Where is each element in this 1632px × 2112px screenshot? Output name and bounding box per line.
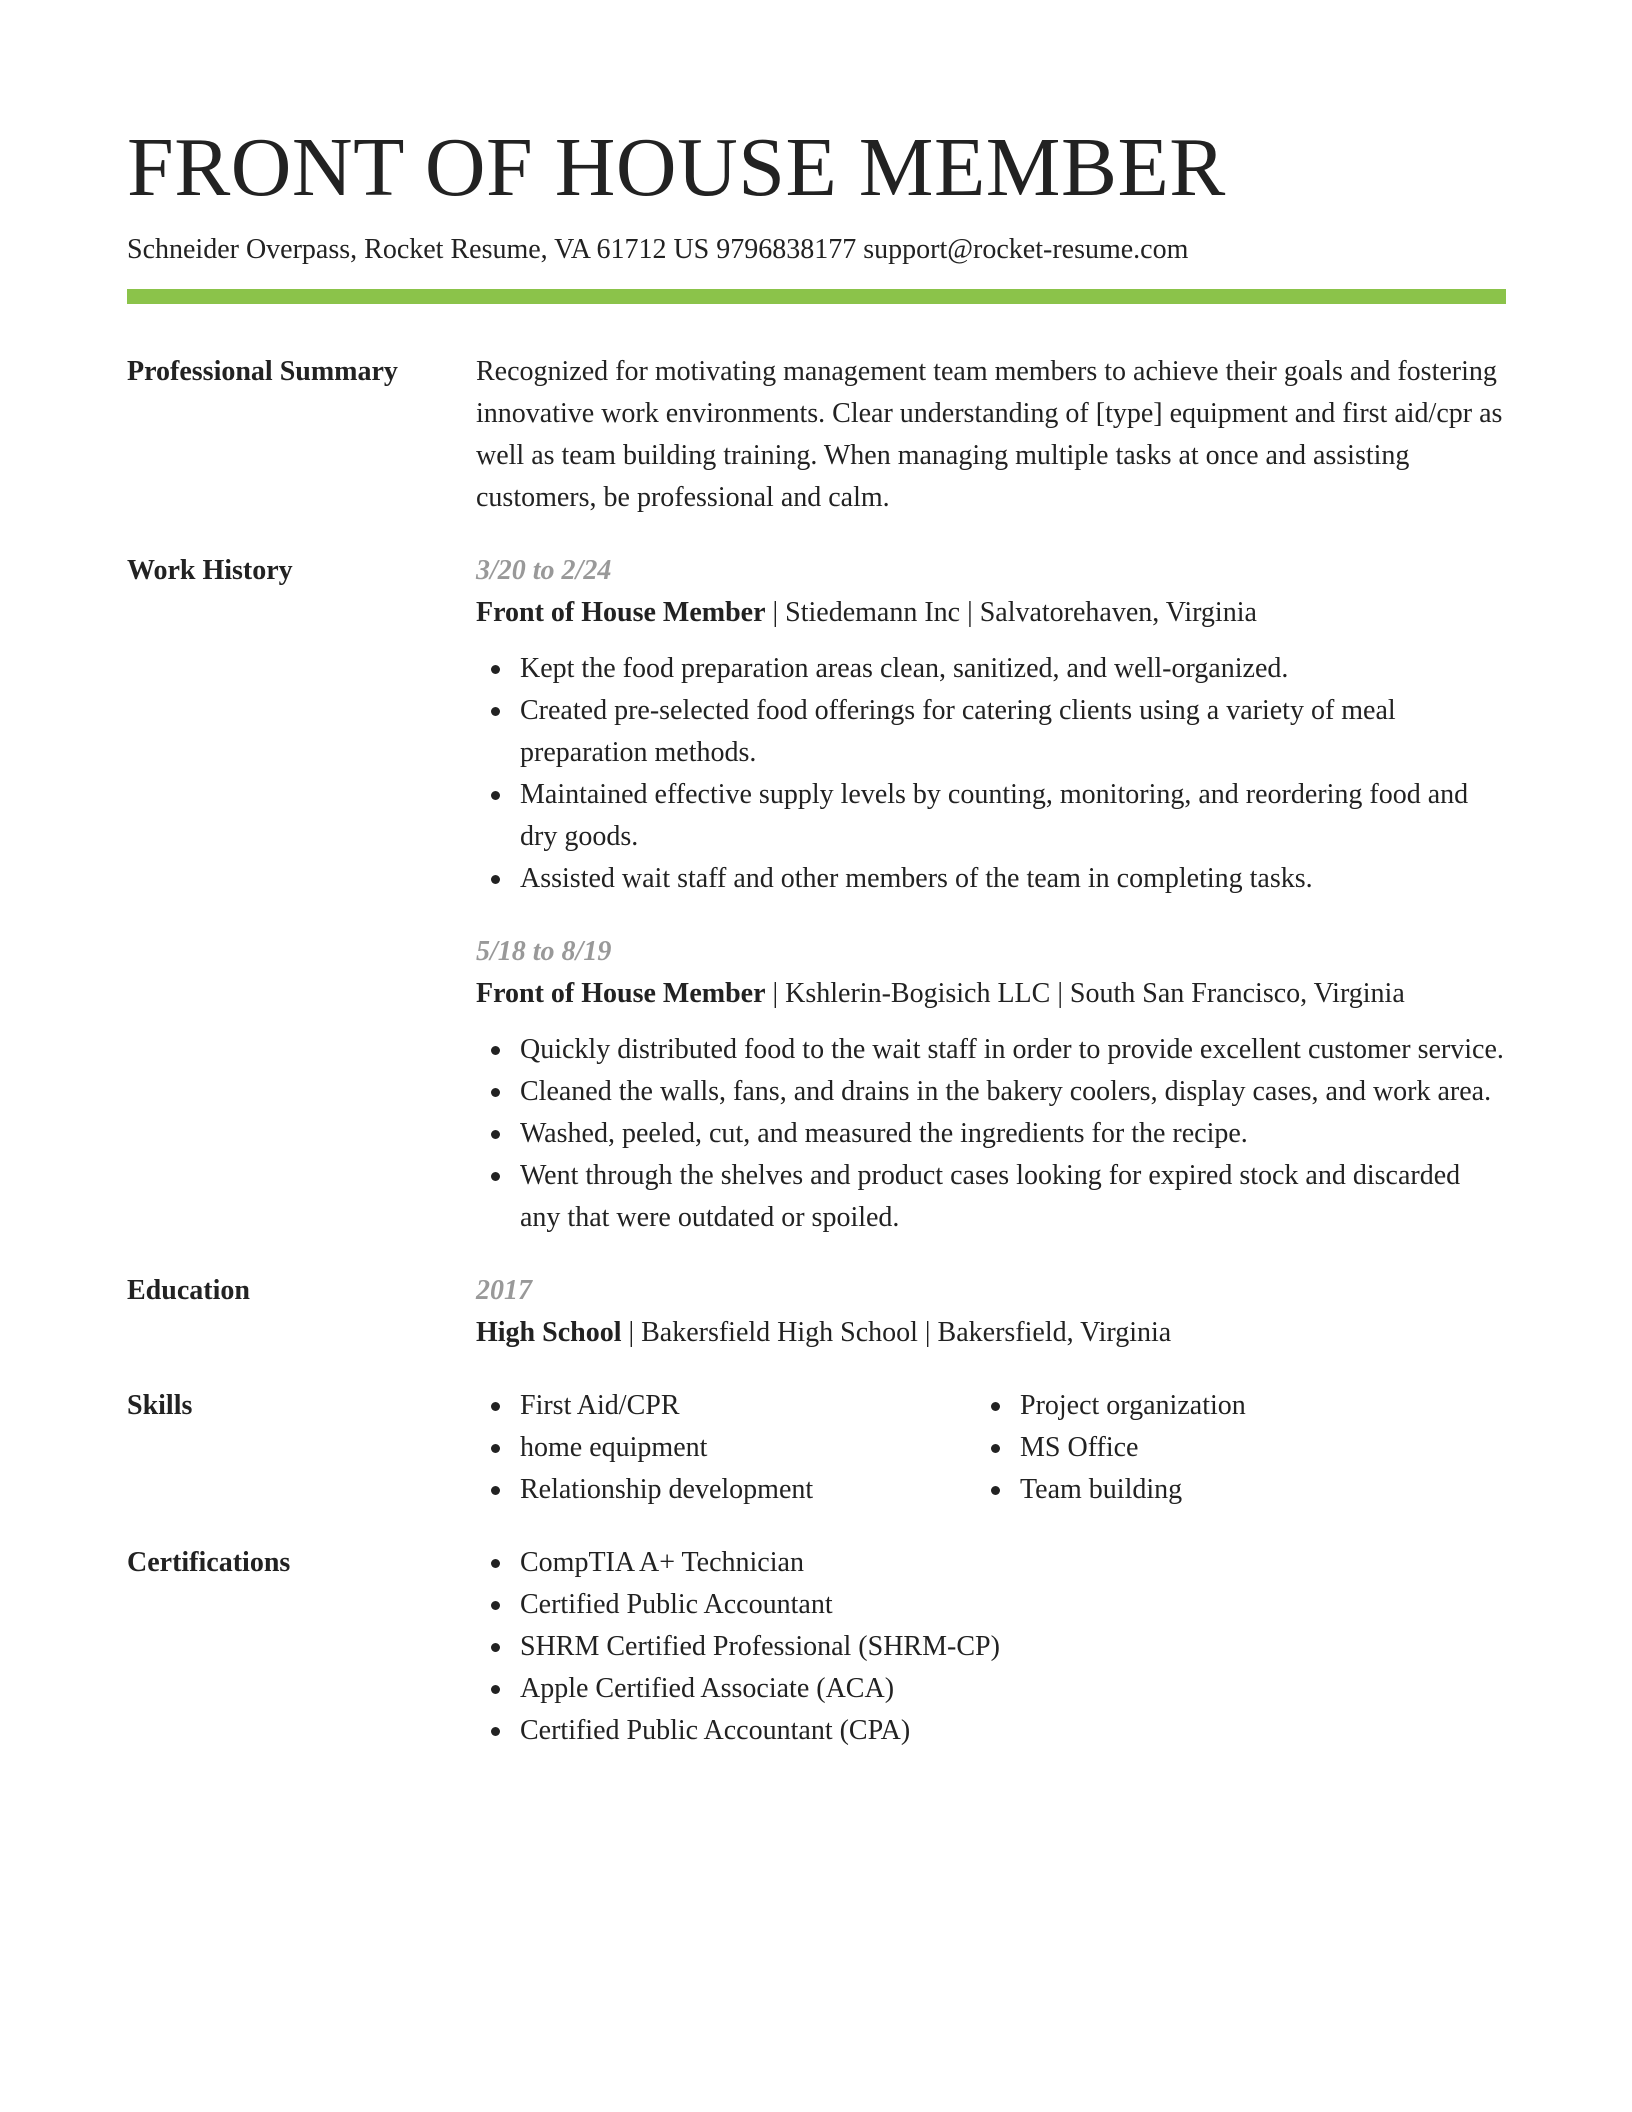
certifications-body — [476, 1542, 1506, 1752]
job-duties — [476, 1029, 1506, 1239]
accent-divider — [127, 289, 1506, 304]
skill-item: home equipment — [476, 1427, 976, 1469]
job-duty: Washed, peeled, cut, and measured the ingredients for the recipe. — [476, 1113, 1506, 1155]
job-duty: Assisted wait staff and other members of the team in completing tasks. — [476, 858, 1506, 900]
certification-item: Certified Public Accountant — [476, 1584, 1506, 1626]
certification-item: Apple Certified Associate (ACA) — [476, 1668, 1506, 1710]
job-title: Front of House Member — [476, 978, 766, 1009]
education-degree: High School — [476, 1317, 622, 1348]
resume-name: FRONT OF HOUSE MEMBER — [127, 121, 1226, 214]
contact-address: Schneider Overpass, Rocket Resume, VA 61712 US — [127, 234, 717, 265]
job-dates: 3/20 to 2/24 — [476, 555, 612, 586]
education-year: 2017 — [476, 1275, 532, 1306]
education-heading: Education — [127, 1275, 250, 1306]
education-body — [476, 1270, 1506, 1354]
skill-item: First Aid/CPR — [476, 1385, 976, 1427]
skills-column — [476, 1385, 976, 1511]
job-employer-location: | Kshlerin-Bogisich LLC | South San Francisco, Virginia — [765, 978, 1405, 1009]
skills-body — [476, 1385, 1506, 1511]
job-duty: Kept the food preparation areas clean, sanitized, and well-organized. — [476, 648, 1506, 690]
skill-item: Team building — [976, 1469, 1506, 1511]
certification-item: Certified Public Accountant (CPA) — [476, 1710, 1506, 1752]
job-heading — [476, 973, 1506, 1015]
certification-item: CompTIA A+ Technician — [476, 1542, 1506, 1584]
skills-section — [127, 1385, 1506, 1511]
contact-phone: 9796838177 — [716, 234, 864, 265]
contact-line — [127, 230, 1506, 270]
job-duty: Maintained effective supply levels by counting, monitoring, and reordering food and dry goods. — [476, 774, 1506, 858]
job-entry — [476, 931, 1506, 1239]
skills-column — [976, 1385, 1506, 1511]
education-school-location: | Bakersfield High School | Bakersfield, Virginia — [621, 1317, 1172, 1348]
job-duties — [476, 648, 1506, 900]
summary-section — [127, 351, 1506, 519]
job-entry — [476, 550, 1506, 900]
work-history-heading: Work History — [127, 555, 293, 586]
certifications-list — [476, 1542, 1506, 1752]
job-duty: Cleaned the walls, fans, and drains in the bakery coolers, display cases, and work area. — [476, 1071, 1506, 1113]
job-duty: Went through the shelves and product cases looking for expired stock and discarded any that were outdated or spoiled. — [476, 1155, 1506, 1239]
summary-heading: Professional Summary — [127, 356, 398, 387]
job-duty: Created pre-selected food offerings for catering clients using a variety of meal preparation methods. — [476, 690, 1506, 774]
job-title: Front of House Member — [476, 597, 766, 628]
skill-item: MS Office — [976, 1427, 1506, 1469]
job-duty: Quickly distributed food to the wait staff in order to provide excellent customer service. — [476, 1029, 1506, 1071]
education-line — [476, 1312, 1506, 1354]
skills-heading: Skills — [127, 1390, 193, 1421]
contact-email: support@rocket-resume.com — [863, 234, 1189, 265]
skill-item: Relationship development — [476, 1469, 976, 1511]
work-history-body — [476, 550, 1506, 1239]
job-dates: 5/18 to 8/19 — [476, 936, 612, 967]
work-history-section — [127, 550, 1506, 1239]
certification-item: SHRM Certified Professional (SHRM-CP) — [476, 1626, 1506, 1668]
summary-text: Recognized for motivating management team members to achieve their goals and fostering innovative work environments. Clear understanding of [type] equipment and first aid/cpr as well as team building training. When managing multiple tasks at once and assisting customers, be professional and calm. — [476, 356, 1503, 513]
certifications-heading: Certifications — [127, 1547, 291, 1578]
job-heading — [476, 592, 1506, 634]
education-section — [127, 1270, 1506, 1354]
skill-item: Project organization — [976, 1385, 1506, 1427]
job-employer-location: | Stiedemann Inc | Salvatorehaven, Virginia — [765, 597, 1257, 628]
certifications-section — [127, 1542, 1506, 1752]
